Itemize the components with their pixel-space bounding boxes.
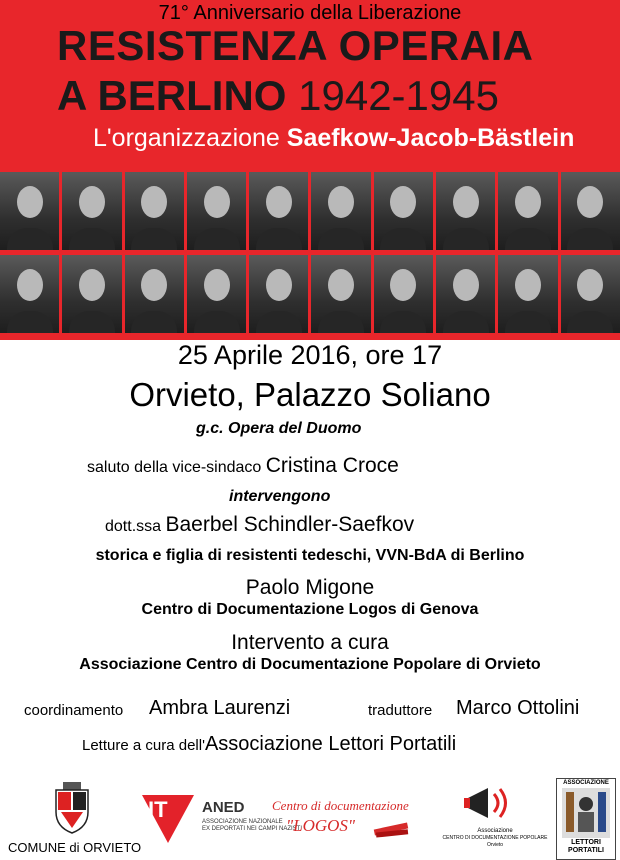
portrait-photo bbox=[62, 172, 121, 250]
subtitle-prefix: L'organizzazione bbox=[93, 124, 287, 152]
portrait-photo bbox=[436, 255, 495, 333]
orvieto-coat-of-arms-icon bbox=[53, 782, 91, 834]
speakers-label: intervengono bbox=[229, 488, 331, 505]
lettori-portatili-logo bbox=[556, 778, 616, 860]
speaker3-name: Intervento a cura bbox=[231, 631, 389, 654]
readings-line bbox=[82, 733, 456, 756]
coord-label: coordinamento bbox=[24, 702, 124, 719]
megaphone-icon bbox=[464, 784, 512, 824]
speaker1-role: storica e figlia di resistenti tedeschi, VVN-BdA di Berlino bbox=[95, 547, 525, 564]
books-icon bbox=[372, 818, 412, 838]
portrait-photo bbox=[249, 172, 308, 250]
portrait-row-2 bbox=[0, 255, 620, 335]
portrait-photo bbox=[374, 255, 433, 333]
aned-logo bbox=[142, 795, 303, 855]
title-years: 1942-1945 bbox=[298, 72, 499, 119]
portrait-photo bbox=[125, 255, 184, 333]
speaker2-role: Centro di Documentazione Logos di Genova bbox=[141, 601, 479, 618]
cdp-line3: Orvieto bbox=[486, 842, 504, 848]
portrait-photo bbox=[498, 255, 557, 333]
portrait-photo bbox=[374, 172, 433, 250]
aned-sub2: EX DEPORTATI NEI CAMPI NAZISTI bbox=[202, 826, 303, 832]
portrait-photo bbox=[311, 172, 370, 250]
event-courtesy: g.c. Opera del Duomo bbox=[196, 420, 362, 437]
greeting-prefix: saluto della vice-sindaco bbox=[87, 459, 266, 476]
logos-centro-logo bbox=[272, 798, 432, 848]
header-banner bbox=[0, 0, 620, 340]
reader-illustration-icon bbox=[562, 788, 610, 838]
portrait-photo bbox=[498, 172, 557, 250]
portrait-photo bbox=[125, 172, 184, 250]
portrait-photo bbox=[0, 255, 59, 333]
speaker3-role: Associazione Centro di Documentazione Popolare di Orvieto bbox=[79, 656, 541, 673]
cdp-orvieto-logo bbox=[436, 782, 554, 858]
portrait-photo bbox=[0, 172, 59, 250]
cdp-line2: CENTRO DI DOCUMENTAZIONE POPOLARE bbox=[442, 835, 548, 841]
portrait-photo bbox=[561, 255, 620, 333]
portrait-photo bbox=[311, 255, 370, 333]
translator-name: Marco Ottolini bbox=[456, 697, 580, 719]
translator-label: traduttore bbox=[368, 702, 433, 719]
speaker1-title: dott.ssa bbox=[105, 518, 166, 535]
title-berlin: A BERLINO bbox=[57, 72, 287, 119]
title-line-2 bbox=[57, 72, 499, 120]
lettori-line1: LETTORI bbox=[571, 839, 601, 846]
comune-orvieto-logo bbox=[8, 782, 142, 858]
portrait-photo bbox=[62, 255, 121, 333]
comune-label: COMUNE di ORVIETO bbox=[8, 840, 142, 855]
portrait-photo bbox=[436, 172, 495, 250]
subtitle-names: Saefkow-Jacob-Bästlein bbox=[286, 124, 575, 152]
speaker1-line bbox=[105, 513, 414, 537]
portrait-photo bbox=[561, 172, 620, 250]
lettori-line2: PORTATILI bbox=[568, 847, 604, 854]
aned-mark: IT bbox=[148, 797, 168, 822]
portrait-photo bbox=[187, 255, 246, 333]
coord-name: Ambra Laurenzi bbox=[149, 697, 291, 719]
greeting-line bbox=[87, 454, 399, 478]
readings-org: Associazione Lettori Portatili bbox=[204, 733, 457, 755]
portrait-photo bbox=[187, 172, 246, 250]
speaker2-name: Paolo Migone bbox=[245, 576, 375, 599]
readings-prefix: Letture a cura dell' bbox=[82, 737, 205, 754]
greeting-name: Cristina Croce bbox=[265, 454, 399, 477]
portrait-photo bbox=[249, 255, 308, 333]
cdp-line1: Associazione bbox=[477, 828, 513, 834]
aned-sub1: ASSOCIAZIONE NAZIONALE bbox=[202, 819, 283, 825]
anniversary-line: 71° Anniversario della Liberazione bbox=[158, 2, 462, 24]
subtitle bbox=[93, 124, 574, 153]
aned-name: ANED bbox=[202, 799, 245, 816]
speaker1-name: Baerbel Schindler-Saefkov bbox=[165, 513, 415, 536]
lettori-top: ASSOCIAZIONE bbox=[563, 780, 609, 786]
event-venue: Orvieto, Palazzo Soliano bbox=[129, 376, 491, 413]
logos-top-text: Centro di documentazione bbox=[272, 798, 409, 813]
portrait-row-1 bbox=[0, 172, 620, 252]
title-line-1: RESISTENZA OPERAIA bbox=[57, 22, 534, 69]
logos-name: "LOGOS" bbox=[286, 816, 356, 835]
event-date: 25 Aprile 2016, ore 17 bbox=[177, 340, 443, 370]
